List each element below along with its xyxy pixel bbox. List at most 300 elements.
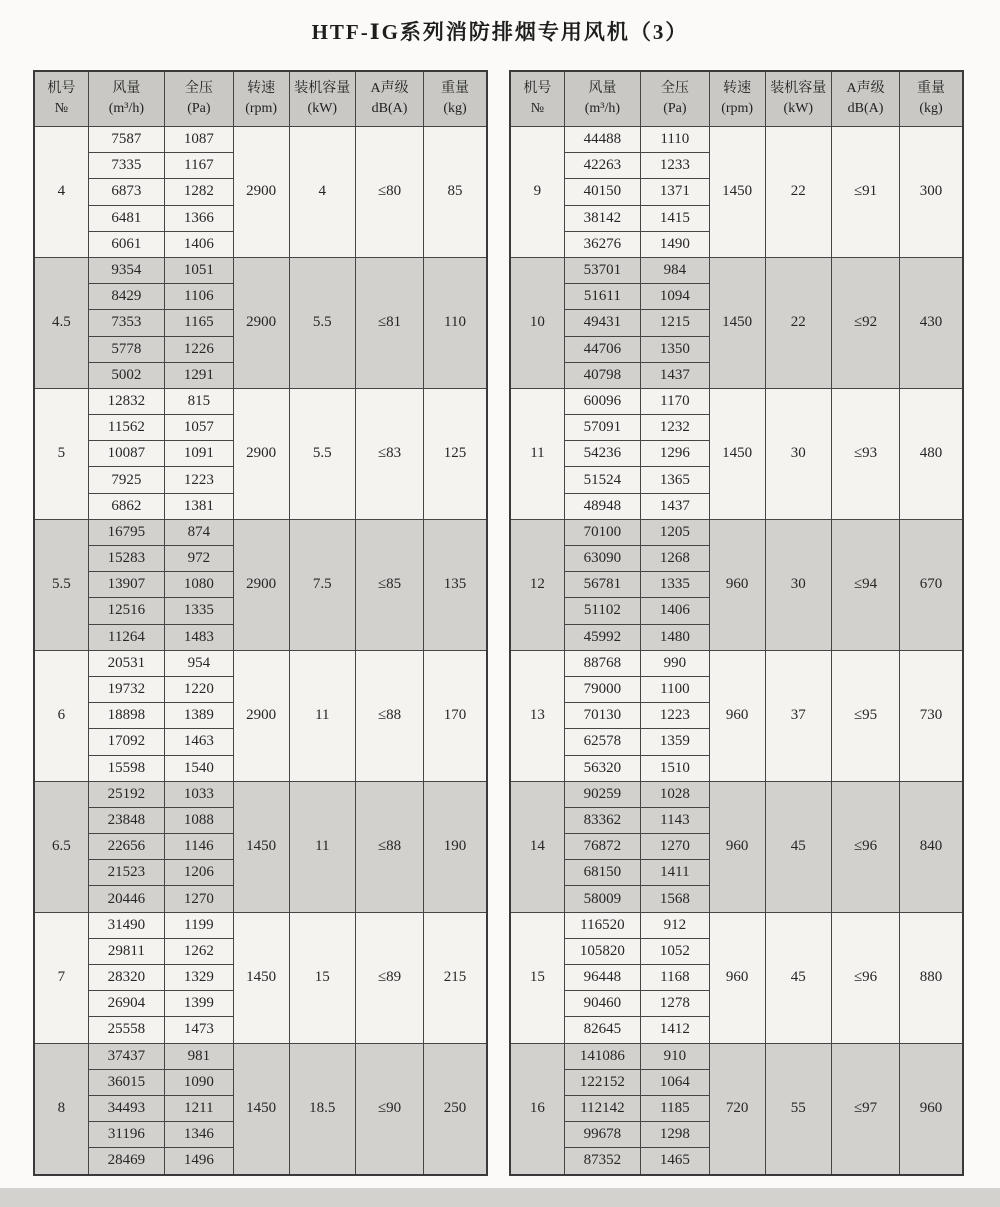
col-header-db xyxy=(356,71,424,127)
col-header-line1: 转速 xyxy=(723,80,752,96)
pressure-cell: 1510 xyxy=(640,755,709,781)
model-no-cell: 14 xyxy=(510,781,564,912)
pressure-cell: 1381 xyxy=(164,493,233,519)
col-header-line2: № xyxy=(530,101,545,116)
flow-cell: 49431 xyxy=(564,310,640,336)
power-cell: 30 xyxy=(765,388,832,519)
weight-cell: 960 xyxy=(900,1043,963,1174)
col-header-line1: 重量 xyxy=(441,80,470,96)
weight-cell: 430 xyxy=(900,257,963,388)
flow-cell: 25192 xyxy=(88,781,164,807)
pressure-cell: 1146 xyxy=(164,834,233,860)
pressure-cell: 1296 xyxy=(640,441,709,467)
flow-cell: 42263 xyxy=(564,153,640,179)
power-cell: 11 xyxy=(289,650,356,781)
rpm-cell: 1450 xyxy=(709,257,765,388)
rpm-cell: 2900 xyxy=(233,127,289,258)
pressure-cell: 910 xyxy=(640,1043,709,1069)
pressure-cell: 1437 xyxy=(640,493,709,519)
model-no-cell: 6.5 xyxy=(34,781,88,912)
model-no-cell: 10 xyxy=(510,257,564,388)
power-cell: 45 xyxy=(765,912,832,1043)
pressure-cell: 981 xyxy=(164,1043,233,1069)
pressure-cell: 1143 xyxy=(640,807,709,833)
rpm-cell: 2900 xyxy=(233,650,289,781)
col-header-line2: (kg) xyxy=(443,101,467,116)
model-no-cell: 7 xyxy=(34,912,88,1043)
flow-cell: 62578 xyxy=(564,729,640,755)
flow-cell: 141086 xyxy=(564,1043,640,1069)
flow-cell: 51611 xyxy=(564,284,640,310)
col-header-line1: 转速 xyxy=(247,80,276,96)
pressure-cell: 1270 xyxy=(164,886,233,912)
pressure-cell: 1051 xyxy=(164,257,233,283)
power-cell: 22 xyxy=(765,127,832,258)
flow-cell: 7353 xyxy=(88,310,164,336)
pressure-cell: 1399 xyxy=(164,991,233,1017)
pressure-cell: 990 xyxy=(640,650,709,676)
flow-cell: 20531 xyxy=(88,650,164,676)
pressure-cell: 1106 xyxy=(164,284,233,310)
col-header-line1: 机号 xyxy=(47,80,76,96)
header-row xyxy=(34,71,487,127)
table-row xyxy=(34,127,487,153)
pressure-cell: 1091 xyxy=(164,441,233,467)
flow-cell: 37437 xyxy=(88,1043,164,1069)
col-header-flow xyxy=(88,71,164,127)
col-header-line2: (kW) xyxy=(783,101,814,116)
noise-cell: ≤91 xyxy=(832,127,900,258)
noise-cell: ≤94 xyxy=(832,519,900,650)
table-row xyxy=(510,127,963,153)
flow-cell: 25558 xyxy=(88,1017,164,1043)
flow-cell: 7925 xyxy=(88,467,164,493)
flow-cell: 44488 xyxy=(564,127,640,153)
flow-cell: 31196 xyxy=(88,1122,164,1148)
flow-cell: 36015 xyxy=(88,1069,164,1095)
pressure-cell: 1167 xyxy=(164,153,233,179)
rpm-cell: 2900 xyxy=(233,257,289,388)
model-no-cell: 12 xyxy=(510,519,564,650)
flow-cell: 6862 xyxy=(88,493,164,519)
rpm-cell: 960 xyxy=(709,912,765,1043)
pressure-cell: 815 xyxy=(164,388,233,414)
pressure-cell: 912 xyxy=(640,912,709,938)
page-bottom-strip xyxy=(0,1188,1000,1207)
model-no-cell: 16 xyxy=(510,1043,564,1174)
model-no-cell: 11 xyxy=(510,388,564,519)
rpm-cell: 1450 xyxy=(233,912,289,1043)
model-no-cell: 5 xyxy=(34,388,88,519)
flow-cell: 12516 xyxy=(88,598,164,624)
flow-cell: 18898 xyxy=(88,703,164,729)
power-cell: 15 xyxy=(289,912,356,1043)
flow-cell: 23848 xyxy=(88,807,164,833)
rpm-cell: 960 xyxy=(709,781,765,912)
flow-cell: 11264 xyxy=(88,624,164,650)
col-header-line2: (rpm) xyxy=(245,101,278,116)
flow-cell: 21523 xyxy=(88,860,164,886)
table-row xyxy=(510,257,963,283)
weight-cell: 190 xyxy=(424,781,487,912)
pressure-cell: 1490 xyxy=(640,231,709,257)
weight-cell: 85 xyxy=(424,127,487,258)
flow-cell: 19732 xyxy=(88,676,164,702)
col-header-line1: 机号 xyxy=(523,80,552,96)
flow-cell: 28469 xyxy=(88,1148,164,1175)
flow-cell: 53701 xyxy=(564,257,640,283)
col-header-flow xyxy=(564,71,640,127)
rpm-cell: 1450 xyxy=(709,127,765,258)
pressure-cell: 1496 xyxy=(164,1148,233,1175)
col-header-kg xyxy=(424,71,487,127)
flow-cell: 17092 xyxy=(88,729,164,755)
pressure-cell: 1335 xyxy=(164,598,233,624)
flow-cell: 79000 xyxy=(564,676,640,702)
col-header-line1: A声级 xyxy=(370,80,409,96)
flow-cell: 90460 xyxy=(564,991,640,1017)
power-cell: 18.5 xyxy=(289,1043,356,1174)
pressure-cell: 1371 xyxy=(640,179,709,205)
pressure-cell: 1411 xyxy=(640,860,709,886)
noise-cell: ≤93 xyxy=(832,388,900,519)
flow-cell: 96448 xyxy=(564,965,640,991)
flow-cell: 88768 xyxy=(564,650,640,676)
col-header-line1: 重量 xyxy=(917,80,946,96)
table-row xyxy=(510,781,963,807)
rpm-cell: 720 xyxy=(709,1043,765,1174)
col-header-press xyxy=(640,71,709,127)
table-row xyxy=(510,912,963,938)
pressure-cell: 1278 xyxy=(640,991,709,1017)
flow-cell: 40798 xyxy=(564,362,640,388)
pressure-cell: 874 xyxy=(164,519,233,545)
pressure-cell: 1094 xyxy=(640,284,709,310)
table-row xyxy=(34,388,487,414)
flow-cell: 7587 xyxy=(88,127,164,153)
flow-cell: 48948 xyxy=(564,493,640,519)
pressure-cell: 1100 xyxy=(640,676,709,702)
pressure-cell: 1437 xyxy=(640,362,709,388)
flow-cell: 90259 xyxy=(564,781,640,807)
model-no-cell: 8 xyxy=(34,1043,88,1174)
pressure-cell: 1090 xyxy=(164,1069,233,1095)
pressure-cell: 1206 xyxy=(164,860,233,886)
pressure-cell: 1329 xyxy=(164,965,233,991)
power-cell: 45 xyxy=(765,781,832,912)
flow-cell: 31490 xyxy=(88,912,164,938)
pressure-cell: 1568 xyxy=(640,886,709,912)
pressure-cell: 972 xyxy=(164,546,233,572)
flow-cell: 34493 xyxy=(88,1095,164,1121)
table-row xyxy=(510,388,963,414)
col-header-kg xyxy=(900,71,963,127)
noise-cell: ≤80 xyxy=(356,127,424,258)
rpm-cell: 1450 xyxy=(233,1043,289,1174)
fan-spec-table-left xyxy=(33,70,488,1176)
noise-cell: ≤95 xyxy=(832,650,900,781)
model-no-cell: 4.5 xyxy=(34,257,88,388)
pressure-cell: 1211 xyxy=(164,1095,233,1121)
flow-cell: 11562 xyxy=(88,415,164,441)
flow-cell: 6873 xyxy=(88,179,164,205)
pressure-cell: 1110 xyxy=(640,127,709,153)
flow-cell: 56781 xyxy=(564,572,640,598)
col-header-line2: (Pa) xyxy=(187,101,211,116)
col-header-rpm xyxy=(233,71,289,127)
table-row xyxy=(510,519,963,545)
rpm-cell: 1450 xyxy=(233,781,289,912)
col-header-rpm xyxy=(709,71,765,127)
pressure-cell: 1359 xyxy=(640,729,709,755)
col-header-line2: dB(A) xyxy=(847,101,884,116)
col-header-line2: (Pa) xyxy=(663,101,687,116)
power-cell: 5.5 xyxy=(289,388,356,519)
pressure-cell: 1350 xyxy=(640,336,709,362)
table-row xyxy=(34,781,487,807)
flow-cell: 58009 xyxy=(564,886,640,912)
flow-cell: 38142 xyxy=(564,205,640,231)
rpm-cell: 2900 xyxy=(233,519,289,650)
flow-cell: 68150 xyxy=(564,860,640,886)
flow-cell: 15283 xyxy=(88,546,164,572)
flow-cell: 122152 xyxy=(564,1069,640,1095)
table-row xyxy=(34,519,487,545)
flow-cell: 20446 xyxy=(88,886,164,912)
noise-cell: ≤88 xyxy=(356,781,424,912)
pressure-cell: 1406 xyxy=(640,598,709,624)
flow-cell: 63090 xyxy=(564,546,640,572)
weight-cell: 840 xyxy=(900,781,963,912)
table-row xyxy=(510,650,963,676)
flow-cell: 70130 xyxy=(564,703,640,729)
flow-cell: 8429 xyxy=(88,284,164,310)
flow-cell: 51524 xyxy=(564,467,640,493)
weight-cell: 300 xyxy=(900,127,963,258)
col-header-line1: 装机容量 xyxy=(294,80,351,96)
col-header-line2: dB(A) xyxy=(371,101,408,116)
pressure-cell: 1262 xyxy=(164,938,233,964)
pressure-cell: 1415 xyxy=(640,205,709,231)
power-cell: 11 xyxy=(289,781,356,912)
table-row xyxy=(34,1043,487,1069)
flow-cell: 15598 xyxy=(88,755,164,781)
weight-cell: 170 xyxy=(424,650,487,781)
power-cell: 7.5 xyxy=(289,519,356,650)
pressure-cell: 1215 xyxy=(640,310,709,336)
flow-cell: 9354 xyxy=(88,257,164,283)
pressure-cell: 1165 xyxy=(164,310,233,336)
flow-cell: 6061 xyxy=(88,231,164,257)
weight-cell: 670 xyxy=(900,519,963,650)
noise-cell: ≤96 xyxy=(832,912,900,1043)
flow-cell: 13907 xyxy=(88,572,164,598)
power-cell: 4 xyxy=(289,127,356,258)
flow-cell: 7335 xyxy=(88,153,164,179)
pressure-cell: 1480 xyxy=(640,624,709,650)
pressure-cell: 1052 xyxy=(640,938,709,964)
table-row xyxy=(34,912,487,938)
col-header-line2: (rpm) xyxy=(721,101,754,116)
pressure-cell: 1226 xyxy=(164,336,233,362)
flow-cell: 44706 xyxy=(564,336,640,362)
pressure-cell: 1291 xyxy=(164,362,233,388)
tables-container xyxy=(0,70,1000,1176)
col-header-line1: 全压 xyxy=(660,80,689,96)
flow-cell: 105820 xyxy=(564,938,640,964)
pressure-cell: 1412 xyxy=(640,1017,709,1043)
rpm-cell: 2900 xyxy=(233,388,289,519)
pressure-cell: 1168 xyxy=(640,965,709,991)
flow-cell: 28320 xyxy=(88,965,164,991)
header-row xyxy=(510,71,963,127)
col-header-line1: 装机容量 xyxy=(770,80,827,96)
pressure-cell: 1268 xyxy=(640,546,709,572)
weight-cell: 110 xyxy=(424,257,487,388)
pressure-cell: 1170 xyxy=(640,388,709,414)
pressure-cell: 984 xyxy=(640,257,709,283)
flow-cell: 116520 xyxy=(564,912,640,938)
flow-cell: 26904 xyxy=(88,991,164,1017)
model-no-cell: 13 xyxy=(510,650,564,781)
col-header-no xyxy=(34,71,88,127)
rpm-cell: 960 xyxy=(709,650,765,781)
pressure-cell: 1205 xyxy=(640,519,709,545)
noise-cell: ≤97 xyxy=(832,1043,900,1174)
noise-cell: ≤90 xyxy=(356,1043,424,1174)
noise-cell: ≤92 xyxy=(832,257,900,388)
flow-cell: 87352 xyxy=(564,1148,640,1175)
weight-cell: 125 xyxy=(424,388,487,519)
pressure-cell: 1232 xyxy=(640,415,709,441)
flow-cell: 40150 xyxy=(564,179,640,205)
power-cell: 37 xyxy=(765,650,832,781)
flow-cell: 45992 xyxy=(564,624,640,650)
flow-cell: 82645 xyxy=(564,1017,640,1043)
col-header-line2: № xyxy=(54,101,69,116)
pressure-cell: 1346 xyxy=(164,1122,233,1148)
flow-cell: 29811 xyxy=(88,938,164,964)
noise-cell: ≤81 xyxy=(356,257,424,388)
col-header-kw xyxy=(765,71,832,127)
power-cell: 5.5 xyxy=(289,257,356,388)
flow-cell: 22656 xyxy=(88,834,164,860)
pressure-cell: 1365 xyxy=(640,467,709,493)
rpm-cell: 1450 xyxy=(709,388,765,519)
col-header-line2: (kW) xyxy=(307,101,338,116)
pressure-cell: 1199 xyxy=(164,912,233,938)
table-row xyxy=(34,650,487,676)
rpm-cell: 960 xyxy=(709,519,765,650)
flow-cell: 5778 xyxy=(88,336,164,362)
pressure-cell: 1064 xyxy=(640,1069,709,1095)
flow-cell: 99678 xyxy=(564,1122,640,1148)
flow-cell: 56320 xyxy=(564,755,640,781)
power-cell: 22 xyxy=(765,257,832,388)
col-header-line1: A声级 xyxy=(846,80,885,96)
col-header-line2: (m³/h) xyxy=(108,101,145,116)
col-header-press xyxy=(164,71,233,127)
noise-cell: ≤89 xyxy=(356,912,424,1043)
pressure-cell: 1080 xyxy=(164,572,233,598)
flow-cell: 12832 xyxy=(88,388,164,414)
power-cell: 30 xyxy=(765,519,832,650)
model-no-cell: 5.5 xyxy=(34,519,88,650)
flow-cell: 70100 xyxy=(564,519,640,545)
pressure-cell: 1366 xyxy=(164,205,233,231)
pressure-cell: 1335 xyxy=(640,572,709,598)
model-no-cell: 4 xyxy=(34,127,88,258)
flow-cell: 10087 xyxy=(88,441,164,467)
flow-cell: 57091 xyxy=(564,415,640,441)
pressure-cell: 954 xyxy=(164,650,233,676)
pressure-cell: 1389 xyxy=(164,703,233,729)
pressure-cell: 1233 xyxy=(640,153,709,179)
flow-cell: 51102 xyxy=(564,598,640,624)
pressure-cell: 1033 xyxy=(164,781,233,807)
pressure-cell: 1220 xyxy=(164,676,233,702)
model-no-cell: 9 xyxy=(510,127,564,258)
pressure-cell: 1540 xyxy=(164,755,233,781)
weight-cell: 135 xyxy=(424,519,487,650)
pressure-cell: 1087 xyxy=(164,127,233,153)
noise-cell: ≤96 xyxy=(832,781,900,912)
fan-spec-table-right xyxy=(509,70,964,1176)
pressure-cell: 1223 xyxy=(640,703,709,729)
col-header-no xyxy=(510,71,564,127)
pressure-cell: 1223 xyxy=(164,467,233,493)
pressure-cell: 1057 xyxy=(164,415,233,441)
pressure-cell: 1298 xyxy=(640,1122,709,1148)
model-no-cell: 6 xyxy=(34,650,88,781)
noise-cell: ≤85 xyxy=(356,519,424,650)
page-title: HTF-ⅠG系列消防排烟专用风机（3） xyxy=(311,20,689,44)
pressure-cell: 1463 xyxy=(164,729,233,755)
flow-cell: 6481 xyxy=(88,205,164,231)
col-header-db xyxy=(832,71,900,127)
weight-cell: 250 xyxy=(424,1043,487,1174)
flow-cell: 54236 xyxy=(564,441,640,467)
flow-cell: 16795 xyxy=(88,519,164,545)
pressure-cell: 1270 xyxy=(640,834,709,860)
model-no-cell: 15 xyxy=(510,912,564,1043)
table-row xyxy=(510,1043,963,1069)
flow-cell: 112142 xyxy=(564,1095,640,1121)
weight-cell: 880 xyxy=(900,912,963,1043)
pressure-cell: 1028 xyxy=(640,781,709,807)
pressure-cell: 1483 xyxy=(164,624,233,650)
table-row xyxy=(34,257,487,283)
weight-cell: 480 xyxy=(900,388,963,519)
pressure-cell: 1465 xyxy=(640,1148,709,1175)
col-header-line1: 全压 xyxy=(184,80,213,96)
col-header-kw xyxy=(289,71,356,127)
noise-cell: ≤88 xyxy=(356,650,424,781)
pressure-cell: 1282 xyxy=(164,179,233,205)
power-cell: 55 xyxy=(765,1043,832,1174)
flow-cell: 60096 xyxy=(564,388,640,414)
flow-cell: 5002 xyxy=(88,362,164,388)
pressure-cell: 1185 xyxy=(640,1095,709,1121)
col-header-line2: (kg) xyxy=(919,101,943,116)
flow-cell: 83362 xyxy=(564,807,640,833)
flow-cell: 76872 xyxy=(564,834,640,860)
col-header-line1: 风量 xyxy=(588,80,617,96)
pressure-cell: 1473 xyxy=(164,1017,233,1043)
pressure-cell: 1406 xyxy=(164,231,233,257)
pressure-cell: 1088 xyxy=(164,807,233,833)
flow-cell: 36276 xyxy=(564,231,640,257)
